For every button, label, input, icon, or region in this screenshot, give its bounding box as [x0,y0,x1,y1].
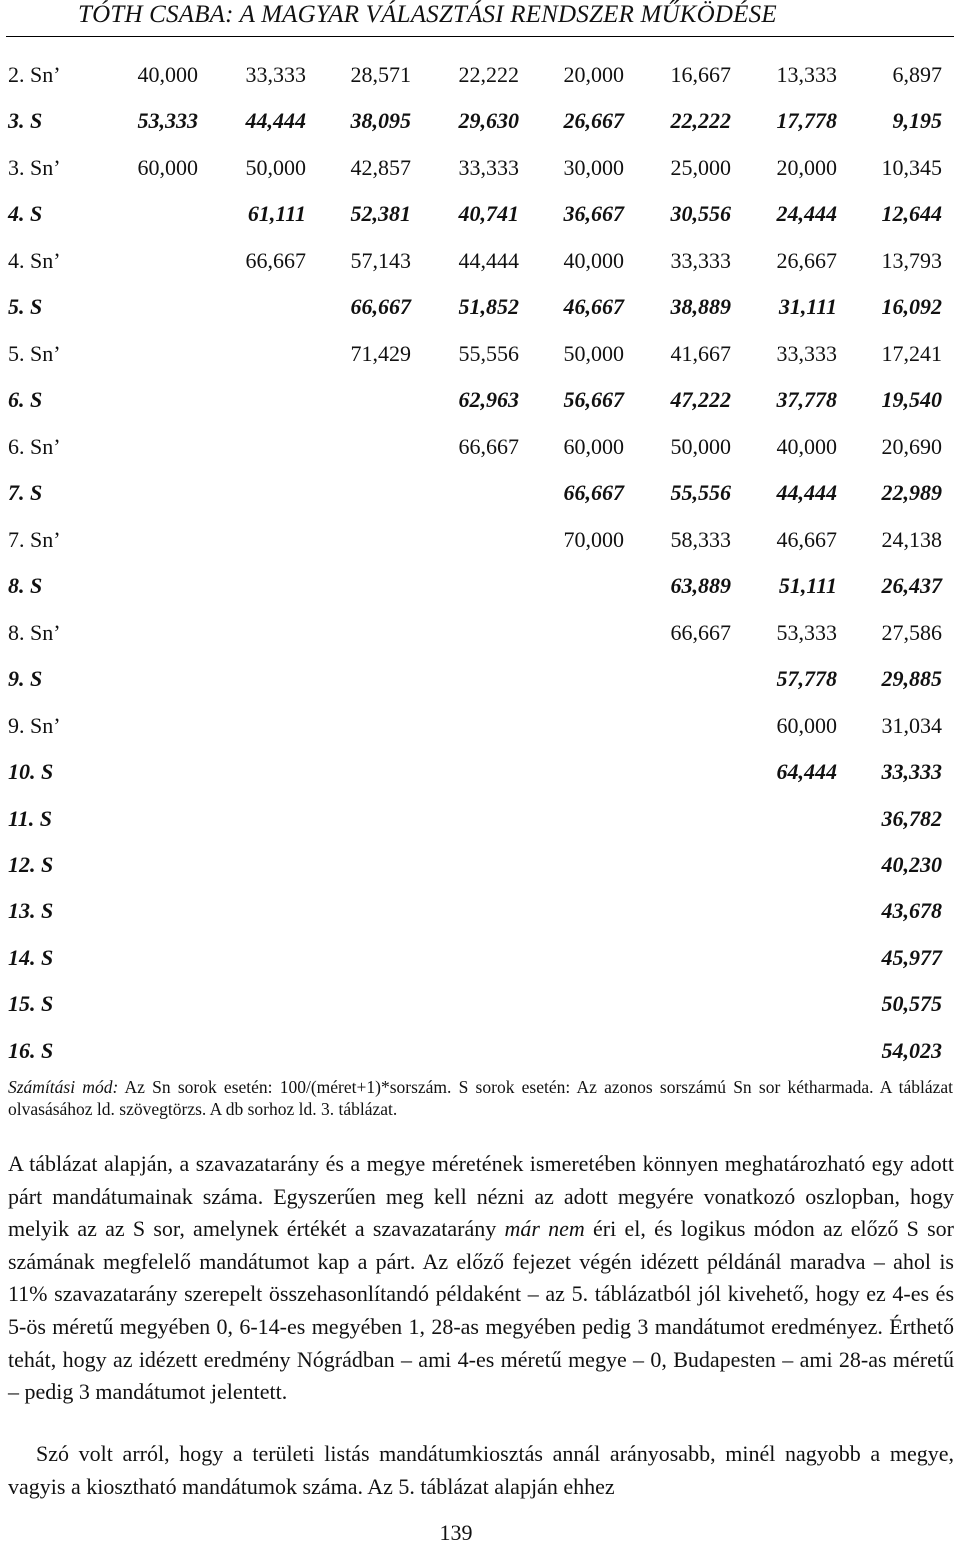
table-cell: 26,667 [563,108,624,134]
table-cell: 30,000 [563,154,624,180]
table-row [0,470,960,516]
table-cell: 12,644 [881,201,942,227]
row-label: 3. Sn’ [8,154,61,180]
table-row [0,98,960,144]
body-paragraph-2 [8,1438,954,1503]
row-label: 2. Sn’ [8,62,61,87]
table-cell: 27,586 [881,619,942,645]
table-cell: 33,333 [245,62,306,87]
row-label: 5. Sn’ [8,340,61,366]
table-row [0,888,960,934]
table-cell: 13,793 [881,247,942,273]
row-label: 10. S [8,759,54,785]
row-label: 6. Sn’ [8,433,61,459]
table-cell: 10,345 [881,154,942,180]
row-label: 8. Sn’ [8,619,61,645]
running-header-title: TÓTH CSABA: A MAGYAR VÁLASZTÁSI RENDSZER MŰKÖDÉSE [78,1,777,28]
table-row [0,935,960,981]
table-cell: 29,885 [881,666,942,692]
table-cell: 50,000 [563,340,624,366]
table-row [0,842,960,888]
row-label: 16. S [8,1037,54,1063]
table-cell: 66,667 [245,247,306,273]
table-cell: 38,095 [350,108,411,134]
table-cell: 28,571 [350,62,411,87]
table-cell: 56,667 [563,387,624,413]
table-cell: 55,556 [670,480,731,506]
table-row [0,796,960,842]
row-label: 3. S [8,108,43,134]
table-cell: 22,989 [881,480,942,506]
paragraph-1-text-b: éri el, és logikus módon az előző S sor számának megfelelő mandátumot kap a párt. Az előző fejezet végén idézett példánál maradva – ahol is 11% szavazatarány szerepelt összehasonlítandó példaként – az 5. táblázatból jól kivehető, hogy ez 4-es és 5-ös méretű megyében 0, 6-14-es megyében 1, 28-as megyében pedig 3 mandátumot eredményez. Érthető tehát, hogy az idézett eredmény Nógrádban – ami 4-es méretű megye – 0, Budapesten – ami 28-as méretű – pedig 3 mandátumot jelentett. [8,1216,954,1405]
row-label: 7. Sn’ [8,526,61,552]
table-cell: 71,429 [350,340,411,366]
table-cell: 60,000 [137,154,198,180]
table-cell: 60,000 [563,433,624,459]
table-cell: 31,034 [881,712,942,738]
table-row [0,52,960,98]
table-row [0,377,960,423]
row-label: 4. Sn’ [8,247,61,273]
table-cell: 60,000 [776,712,837,738]
table-cell: 26,437 [881,573,942,599]
table-cell: 16,092 [881,294,942,320]
table-cell: 20,000 [776,154,837,180]
table-row [0,517,960,563]
table-cell: 13,333 [776,62,837,87]
table-cell: 38,889 [670,294,731,320]
running-header [6,0,954,37]
table-cell: 50,000 [670,433,731,459]
table-cell: 62,963 [458,387,519,413]
row-label: 13. S [8,898,54,924]
table-cell: 58,333 [670,526,731,552]
table-cell: 33,333 [881,759,942,785]
row-label: 12. S [8,851,54,877]
table-cell: 22,222 [670,108,731,134]
table-cell: 40,741 [458,201,519,227]
row-label: 5. S [8,294,43,320]
table-cell: 47,222 [670,387,731,413]
table-cell: 66,667 [670,619,731,645]
row-label: 6. S [8,387,43,413]
table-cell: 57,778 [776,666,837,692]
table-cell: 31,111 [778,294,837,320]
table-row [0,145,960,191]
table-row [0,424,960,470]
table-cell: 53,333 [137,108,198,134]
table-row [0,284,960,330]
row-label: 7. S [8,480,43,506]
paragraph-1-emphasis: már nem [504,1216,585,1242]
table-cell: 24,138 [881,526,942,552]
row-label: 11. S [8,805,53,831]
row-label: 9. S [8,666,43,692]
table-cell: 6,897 [892,62,942,87]
table-cell: 42,857 [350,154,411,180]
table-row [0,981,960,1027]
table-cell: 16,667 [670,62,731,87]
table-cell: 37,778 [776,387,837,413]
row-label: 9. Sn’ [8,712,61,738]
table-cell: 66,667 [458,433,519,459]
table-cell: 41,667 [670,340,731,366]
table-cell: 61,111 [247,201,306,227]
table-cell: 40,230 [881,851,942,877]
table-cell: 53,333 [776,619,837,645]
body-paragraph-1 [8,1148,954,1409]
table-cell: 44,444 [458,247,519,273]
table-cell: 66,667 [350,294,411,320]
table-cell: 55,556 [458,340,519,366]
row-label: 8. S [8,573,43,599]
table-cell: 51,111 [778,573,837,599]
table-row [0,656,960,702]
row-label: 14. S [8,944,54,970]
paragraph-1-text-a: A táblázat alapján, a szavazatarány és a megye méretének ismeretében könnyen meghatározható egy adott párt mandátumainak száma. Egyszerűen meg kell nézni az adott megyére vonatkozó oszlopban, hogy melyik az az S sor, amelynek értékét a szavazatarány [8,1151,954,1242]
table-cell: 20,000 [563,62,624,87]
table-cell: 22,222 [458,62,519,87]
table-cell: 50,575 [881,991,942,1017]
table-cell: 51,852 [458,294,519,320]
table-row [0,749,960,795]
table-cell: 40,000 [776,433,837,459]
table-cell: 33,333 [458,154,519,180]
table-cell: 40,000 [563,247,624,273]
table-cell: 26,667 [776,247,837,273]
paragraph-2-text: Szó volt arról, hogy a területi listás mandátumkiosztás annál arányosabb, minél nagyobb a megye, vagyis a kiosztható mandátumok száma. Az 5. táblázat alapján ehhez [8,1441,954,1499]
table-row [0,703,960,749]
table-cell: 33,333 [670,247,731,273]
row-label: 15. S [8,991,54,1017]
table-cell: 30,556 [670,201,731,227]
table-row [0,331,960,377]
table-note-text: Az Sn sorok esetén: 100/(méret+1)*sorszám. S sorok esetén: Az azonos sorszámú Sn sor kétharmada. A táblázat olvasásához ld. szövegtörzs. A db sorhoz ld. 3. táblázat. [8,1077,954,1119]
table-cell: 52,381 [350,201,411,227]
table-cell: 40,000 [137,62,198,87]
table-row [0,1028,960,1074]
table-row [0,191,960,237]
table-cell: 17,241 [881,340,942,366]
table-cell: 36,667 [563,201,624,227]
table-cell: 54,023 [881,1037,942,1063]
table-note-label: Számítási mód: [8,1077,119,1097]
table-cell: 46,667 [776,526,837,552]
table-cell: 46,667 [563,294,624,320]
table-cell: 29,630 [458,108,519,134]
table-cell: 63,889 [670,573,731,599]
table-cell: 9,195 [892,108,942,134]
table-cell: 17,778 [776,108,837,134]
table-cell: 57,143 [350,247,411,273]
table-row [0,610,960,656]
row-label: 4. S [8,201,43,227]
table-cell: 64,444 [776,759,837,785]
table-cell: 33,333 [776,340,837,366]
table-cell: 70,000 [563,526,624,552]
table-cell: 25,000 [670,154,731,180]
page-number: 139 [439,1520,473,1545]
table-cell: 36,782 [881,805,942,831]
table-cell: 44,444 [776,480,837,506]
table-row [0,563,960,609]
table-cell: 50,000 [245,154,306,180]
table-cell: 20,690 [881,433,942,459]
table-cell: 44,444 [245,108,306,134]
table-cell: 66,667 [563,480,624,506]
table-cell: 43,678 [881,898,942,924]
table-cell: 19,540 [881,387,942,413]
table-note [8,1076,953,1120]
seat-threshold-table [0,52,960,1074]
table-cell: 24,444 [776,201,837,227]
table-cell: 45,977 [881,944,942,970]
table-row [0,238,960,284]
